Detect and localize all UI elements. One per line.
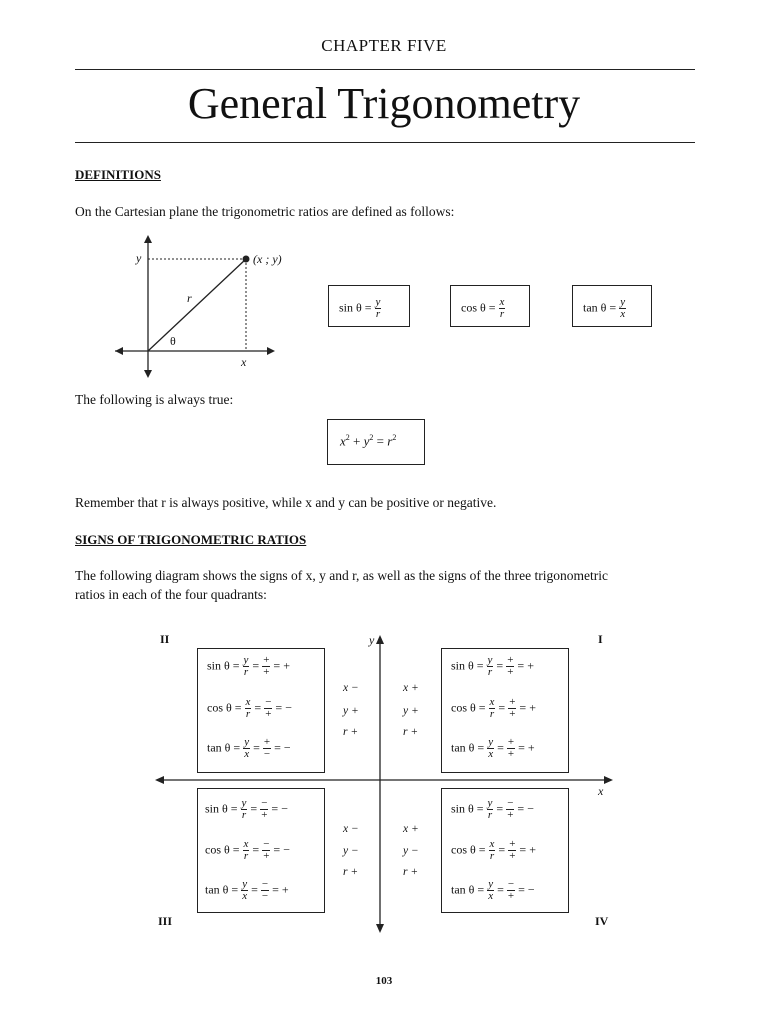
q1-cos-row: cos θ = $\frac{x}{r}$ = $\frac{+}{+}$ = + <box>451 696 536 720</box>
sin-definition-box <box>328 285 410 327</box>
q3-sin-n: y <box>241 797 247 809</box>
definitions-intro: On the Cartesian plane the trigonometric ratios are defined as follows: <box>75 204 455 219</box>
q4-y-sign: y − <box>403 845 419 857</box>
q3-cos-sn: − <box>263 838 270 850</box>
q1-cos-d: r <box>489 708 495 720</box>
q1-cos-result: + <box>529 700 536 715</box>
axis-y-label: y <box>369 633 375 647</box>
tan-lhs: tan θ = <box>583 300 617 315</box>
q1-cos-label: cos θ = <box>451 700 486 715</box>
q1-tan-sn: + <box>507 736 515 748</box>
q2-sin-label: sin θ = <box>207 658 240 673</box>
q1-cos-n: x <box>489 696 495 708</box>
q3-sin-row: sin θ = $\frac{y}{r}$ = $\frac{-}{+}$ = − <box>205 797 288 821</box>
q4-tan-row: tan θ = $\frac{y}{x}$ = $\frac{-}{+}$ = − <box>451 878 535 902</box>
quadrant-ii-label: II <box>160 632 170 646</box>
q3-tan-result: + <box>281 882 289 897</box>
q3-tan-d: x <box>242 890 248 902</box>
q4-sin-result: − <box>527 801 534 816</box>
q4-sin-n: y <box>487 797 493 809</box>
q2-tan-d: x <box>244 748 250 760</box>
q3-cos-n: x <box>243 838 249 850</box>
q2-cos-sn: − <box>265 696 272 708</box>
q1-tan-sd: + <box>507 748 515 760</box>
quadrant-iv-label: IV <box>595 914 609 928</box>
q4-tan-sn: − <box>507 878 515 890</box>
q4-tan-label: tan θ = <box>451 882 485 897</box>
q2-cos-d: r <box>245 708 251 720</box>
identity-exp-b: 2 <box>369 433 374 442</box>
q3-cos-d: r <box>243 850 249 862</box>
q2-cos-n: x <box>245 696 251 708</box>
q1-y-sign: y + <box>403 705 419 717</box>
q3-sin-d: r <box>241 809 247 821</box>
chapter-label: CHAPTER FIVE <box>321 36 447 55</box>
q4-tan-n: y <box>488 878 494 890</box>
q1-cos-sd: + <box>509 708 516 720</box>
identity-exp-c: 2 <box>392 433 397 442</box>
q3-tan-label: tan θ = <box>205 882 239 897</box>
identity-exp-a: 2 <box>345 433 350 442</box>
q1-x-sign: x + <box>403 682 419 694</box>
quadrant-i-label: I <box>598 632 603 646</box>
q1-tan-label: tan θ = <box>451 740 485 755</box>
q3-tan-n: y <box>242 878 248 890</box>
q1-sin-d: r <box>487 666 493 678</box>
q2-sin-n: y <box>243 654 249 666</box>
q1-r-sign: r + <box>403 726 419 738</box>
signs-heading: SIGNS OF TRIGONOMETRIC RATIOS <box>75 532 307 547</box>
q4-r-sign: r + <box>403 866 419 878</box>
q4-sin-label: sin θ = <box>451 801 484 816</box>
q1-sin-sd: + <box>507 666 514 678</box>
cos-num: x <box>499 296 505 308</box>
identity-c: r <box>387 433 393 449</box>
quadrant-iii-label: III <box>158 914 173 928</box>
q4-tan-d: x <box>488 890 494 902</box>
tan-definition-box <box>572 285 652 327</box>
q4-cos-label: cos θ = <box>451 842 486 857</box>
diagram-r-label: r <box>187 291 192 305</box>
q3-tan-sd: − <box>261 890 269 902</box>
q2-x-sign: x − <box>343 682 359 694</box>
q2-sin-sd: + <box>263 666 270 678</box>
signs-intro-1: The following diagram shows the signs of x, y and r, as well as the signs of the three trigonometric <box>75 568 608 583</box>
title-rule <box>75 142 695 143</box>
identity-a: x <box>340 433 346 449</box>
q4-tan-result: − <box>527 882 535 897</box>
q3-tan-row: tan θ = $\frac{y}{x}$ = $\frac{-}{-}$ = + <box>205 878 289 902</box>
q4-sin-sn: − <box>507 797 514 809</box>
q3-cos-label: cos θ = <box>205 842 240 857</box>
q4-sin-d: r <box>487 809 493 821</box>
tan-num: y <box>620 296 626 308</box>
page-title: General Trigonometry <box>187 79 581 128</box>
diagram-theta-label: θ <box>170 334 176 348</box>
q4-x-sign: x + <box>403 823 419 835</box>
q2-tan-sd: − <box>263 748 271 760</box>
q2-tan-label: tan θ = <box>207 740 241 755</box>
page-number: 103 <box>375 975 393 987</box>
q4-cos-n: x <box>489 838 495 850</box>
cos-den: r <box>499 308 505 320</box>
q2-y-sign: y + <box>343 705 359 717</box>
q4-tan-sd: + <box>507 890 515 902</box>
q1-sin-label: sin θ = <box>451 658 484 673</box>
cos-lhs: cos θ = <box>461 300 496 315</box>
diagram-y-label: y <box>136 251 142 265</box>
q3-r-sign: r + <box>343 866 359 878</box>
remember-text: Remember that r is always positive, while x and y can be positive or negative. <box>75 495 497 510</box>
q3-sin-label: sin θ = <box>205 801 238 816</box>
q3-y-sign: y − <box>343 845 359 857</box>
signs-intro-2: ratios in each of the four quadrants: <box>75 587 267 602</box>
q4-cos-d: r <box>489 850 495 862</box>
q4-cos-row: cos θ = $\frac{x}{r}$ = $\frac{+}{+}$ = + <box>451 838 536 862</box>
q3-sin-sn: − <box>261 797 268 809</box>
axis-x-label: x <box>598 784 604 798</box>
sin-num: y <box>375 296 381 308</box>
q1-sin-row: sin θ = $\frac{y}{r}$ = $\frac{+}{+}$ = + <box>451 654 534 678</box>
q3-tan-sn: − <box>261 878 269 890</box>
q3-cos-result: − <box>283 842 290 857</box>
q1-cos-sn: + <box>509 696 516 708</box>
identity-box: $x^2 + y^2 = r^2$ <box>327 419 425 465</box>
q4-cos-sn: + <box>509 838 516 850</box>
q2-sin-sn: + <box>263 654 270 666</box>
q3-sin-result: − <box>281 801 288 816</box>
q1-tan-d: x <box>488 748 494 760</box>
q2-cos-result: − <box>285 700 292 715</box>
q2-tan-result: − <box>283 740 291 755</box>
q2-tan-n: y <box>244 736 250 748</box>
q1-sin-n: y <box>487 654 493 666</box>
diagram-point-label: (x ; y) <box>253 252 282 266</box>
q4-sin-row: sin θ = $\frac{y}{r}$ = $\frac{-}{+}$ = − <box>451 797 534 821</box>
q4-cos-sd: + <box>509 850 516 862</box>
q3-sin-sd: + <box>261 809 268 821</box>
q1-tan-n: y <box>488 736 494 748</box>
q2-tan-sn: + <box>263 736 271 748</box>
always-true-text: The following is always true: <box>75 392 234 407</box>
q4-sin-sd: + <box>507 809 514 821</box>
q1-tan-result: + <box>527 740 535 755</box>
tan-den: x <box>620 308 626 320</box>
sin-den: r <box>375 308 381 320</box>
diagram-x-label: x <box>241 355 247 369</box>
definitions-heading: DEFINITIONS <box>75 167 161 182</box>
q1-tan-row: tan θ = $\frac{y}{x}$ = $\frac{+}{+}$ = + <box>451 736 535 760</box>
q2-cos-sd: + <box>265 708 272 720</box>
q2-tan-row: tan θ = $\frac{y}{x}$ = $\frac{+}{-}$ = − <box>207 736 291 760</box>
q1-sin-result: + <box>527 658 534 673</box>
q3-x-sign: x − <box>343 823 359 835</box>
q2-sin-row: sin θ = $\frac{y}{r}$ = $\frac{+}{+}$ = + <box>207 654 290 678</box>
q2-cos-label: cos θ = <box>207 700 242 715</box>
q3-cos-sd: + <box>263 850 270 862</box>
top-rule <box>75 69 695 70</box>
q2-sin-result: + <box>283 658 290 673</box>
identity-b: y <box>363 433 370 449</box>
q2-r-sign: r + <box>343 726 359 738</box>
q1-sin-sn: + <box>507 654 514 666</box>
q2-sin-d: r <box>243 666 249 678</box>
q3-cos-row: cos θ = $\frac{x}{r}$ = $\frac{-}{+}$ = − <box>205 838 290 862</box>
cos-definition-box <box>450 285 530 327</box>
q2-cos-row: cos θ = $\frac{x}{r}$ = $\frac{-}{+}$ = − <box>207 696 292 720</box>
sin-lhs: sin θ = <box>339 300 372 315</box>
q4-cos-result: + <box>529 842 536 857</box>
